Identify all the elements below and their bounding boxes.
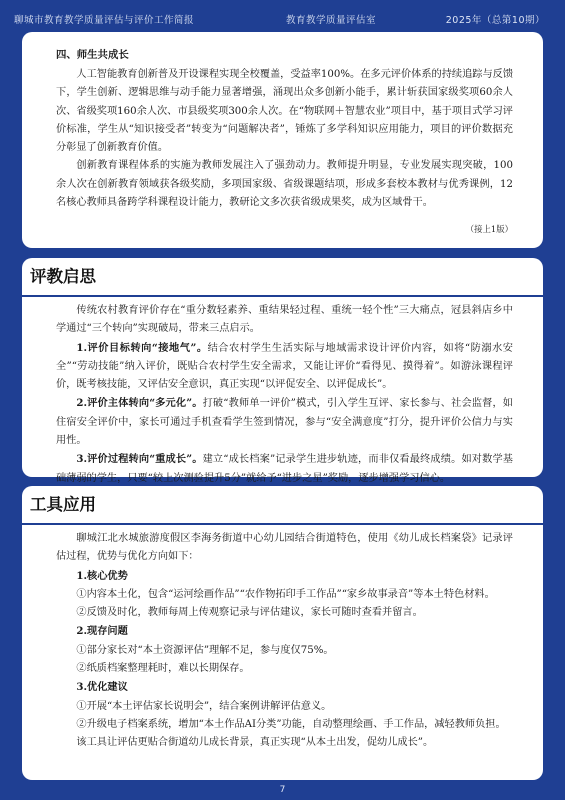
paragraph-student-growth: 人工智能教育创新普及开设课程实现全校覆盖，受益率100%。在多元评价体系的持续追踪与反馈下，学生创新、逻辑思维与动手能力显著增强，涌现出众多创新小能手，累计斩获国家级奖项60余人次、省级奖项160余人次、市县级奖项300余人次。在“物联网＋智慧农业”项目中，基于项目式学习评价标准，学生从“知识接受者”转变为“问题解决者”，锤炼了多学科知识应用能力，项目的评价数据充分彰显了创新教育价值。 bbox=[56, 69, 514, 154]
insight-text: 结合农村学生生活实际与地域需求设计评价内容，如将“防溺水安全”“劳动技能”纳入评价，既贴合农村学生安全需求，又能让评价“看得见、摸得着”。如游泳课程评价，既考核技能，又评估安全意识，真正实现“以评促安全、以评促成长”。 bbox=[56, 342, 513, 391]
group-heading: 1.核心优势 bbox=[76, 569, 128, 582]
intro-paragraph: 聊城江北水城旅游度假区李海务街道中心幼儿园结合街道特色，使用《幼儿成长档案袋》记录评估过程，优势与优化方向如下： bbox=[56, 533, 513, 563]
header-bulletin-name: 聊城市教育教学质量评估与评价工作简报 bbox=[14, 15, 195, 26]
closing-paragraph: 该工具让评估更贴合街道幼儿成长背景，真正实现“从本土出发，促幼儿成长”。 bbox=[76, 737, 434, 749]
group-heading: 3.优化建议 bbox=[76, 681, 128, 694]
section-title: 工具应用 bbox=[30, 495, 96, 514]
section-title: 评教启思 bbox=[30, 267, 96, 286]
insight-item bbox=[56, 450, 513, 488]
list-item: ①内容本土化，包含“运河绘画作品”“农作物拓印手工作品”“家乡故事录音”等本土特色材料。 bbox=[76, 588, 495, 600]
section-body bbox=[56, 302, 513, 488]
header-issue: 2025年（总第10期） bbox=[445, 15, 545, 26]
list-item: ①开展“本土评估家长说明会”，结合案例讲解评估意义。 bbox=[76, 700, 332, 712]
list-item: ②反馈及时化，教师每周上传观察记录与评估建议，家长可随时查看并留言。 bbox=[76, 607, 423, 619]
insight-text: 建立“成长档案”记录学生进步轨迹，而非仅看最终成绩。如对数学基础薄弱的学生，只要“较上次测验提升5分”就给予“进步之星”奖励，逐步增强学习信心。 bbox=[56, 454, 513, 484]
header-office-name: 教育教学质量评估室 bbox=[286, 15, 377, 26]
insight-item bbox=[56, 394, 513, 450]
insight-lead: 1.评价目标转向“接地气”。 bbox=[76, 341, 208, 354]
group-heading: 2.现存问题 bbox=[76, 625, 128, 638]
insight-lead: 2.评价主体转向“多元化”。 bbox=[76, 397, 203, 410]
insight-item bbox=[56, 339, 513, 395]
section-body bbox=[56, 530, 513, 753]
paragraph-teacher-growth: 创新教育课程体系的实施为教师发展注入了强劲动力。教师提升明显，专业发展实现突破，100余人次在创新教育领域获各级奖励，多项国家级、省级课题结项，形成多套校本教材与优秀课例，12名核心教师具备跨学科课程设计能力，教研论文多次获省级成果奖，成为区域骨干。 bbox=[56, 160, 513, 209]
growth-section-panel bbox=[22, 32, 543, 248]
page-number: 7 bbox=[279, 785, 286, 795]
reflection-section-panel bbox=[22, 258, 543, 484]
tool-section-panel bbox=[22, 486, 543, 780]
list-item: ②纸质档案整理耗时，难以长期保存。 bbox=[76, 663, 250, 675]
continued-note: （接上1版） bbox=[465, 224, 513, 235]
page-header bbox=[0, 0, 565, 32]
insight-text: 打破“教师单一评价”模式，引入学生互评、家长参与、社会监督，如住宿安全评价中，家长可通过手机查看学生签到情况，参与“安全满意度”打分，提升评价公信力与实用性。 bbox=[56, 398, 513, 447]
intro-paragraph: 传统农村教育评价存在“重分数轻素养、重结果轻过程、重统一轻个性”三大痛点，冠县斜店乡中学通过“三个转向”实现破局，带来三点启示。 bbox=[56, 305, 513, 335]
insight-lead: 3.评价过程转向“重成长”。 bbox=[76, 453, 203, 466]
title-divider bbox=[22, 295, 543, 297]
list-item: ①部分家长对“本土资源评估”理解不足，参与度仅75%。 bbox=[76, 644, 334, 656]
title-divider bbox=[22, 523, 543, 525]
section-heading: 四、师生共成长 bbox=[56, 49, 129, 61]
list-item: ②升级电子档案系统，增加“本土作品AI分类”功能，自动整理绘画、手工作品，减轻教师负担。 bbox=[76, 718, 506, 730]
